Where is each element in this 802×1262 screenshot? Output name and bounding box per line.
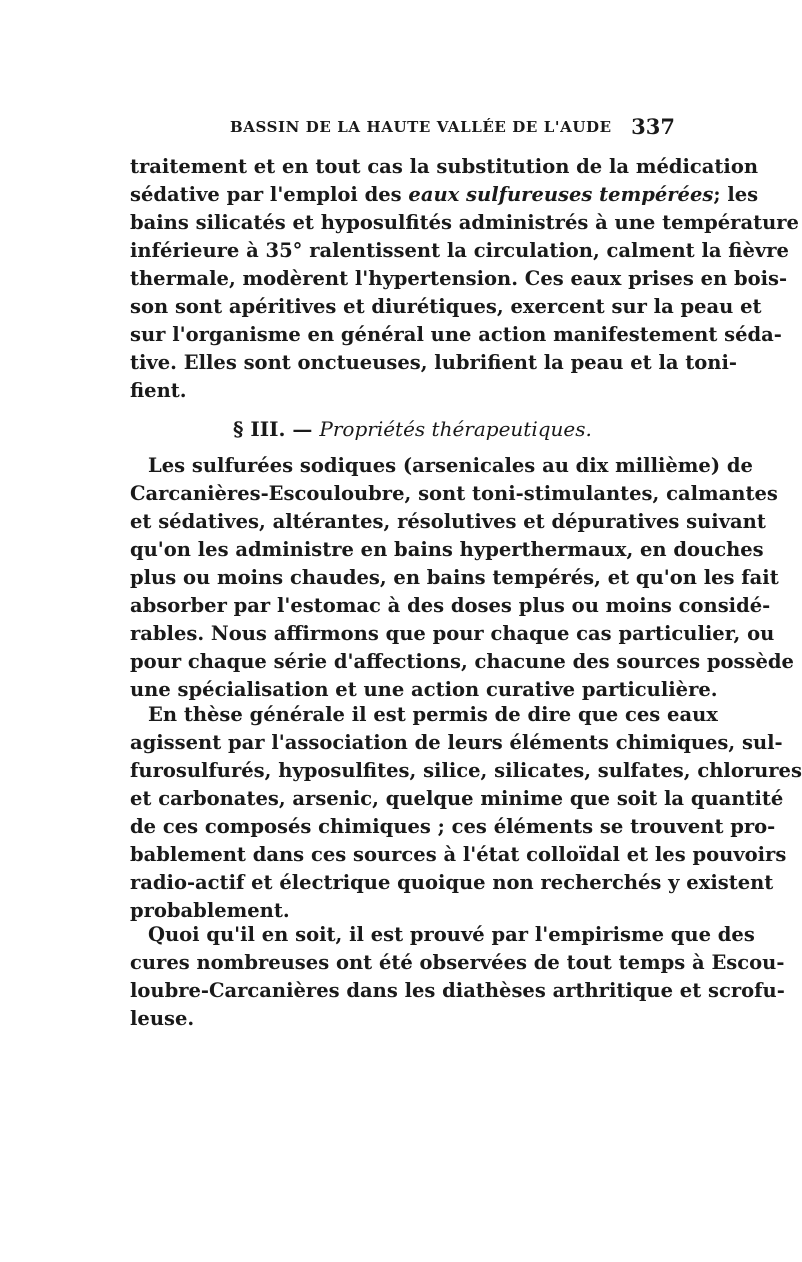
text-line: plus ou moins chaudes, en bains tempérés, et qu'on les fait [130, 566, 779, 589]
text-line: En thèse générale il est permis de dire que ces eaux [148, 703, 718, 726]
text-line: pour chaque série d'affections, chacune des sources possède [130, 650, 794, 673]
text-line: thermale, modèrent l'hypertension. Ces eaux prises en bois- [130, 267, 788, 290]
text-line: sur l'organisme en général une action manifestement séda- [130, 323, 782, 346]
text-line-end: ; les [713, 183, 759, 206]
text-line: bablement dans ces sources à l'état colloïdal et les pouvoirs [130, 843, 787, 866]
text-line: bains silicatés et hyposulfités administrés à une température [130, 211, 799, 234]
text-line: traitement et en tout cas la substitution de la médication [130, 155, 759, 178]
text-line: cures nombreuses ont été observées de tout temps à Escou- [130, 951, 785, 974]
text-line: probablement. [130, 899, 290, 922]
text-line: absorber par l'estomac à des doses plus ou moins considé- [130, 594, 771, 617]
text-line: Carcanières-Escouloubre, sont toni-stimulantes, calmantes [130, 482, 778, 505]
section-number: § III. — [233, 417, 313, 441]
paragraph-general-thesis [130, 701, 802, 925]
text-line: leuse. [130, 1007, 195, 1030]
text-line: rables. Nous affirmons que pour chaque cas particulier, ou [130, 622, 775, 645]
text-line: et sédatives, altérantes, résolutives et dépuratives suivant [130, 510, 766, 533]
section-title: Propriétés thérapeutiques. [319, 417, 592, 441]
text-line: fient. [130, 379, 187, 402]
section-heading [233, 417, 592, 441]
text-line: et carbonates, arsenic, quelque minime que soit la quantité [130, 787, 784, 810]
page-header [130, 116, 675, 142]
text-line: loubre-Carcanières dans les diathèses arthritique et scrofu- [130, 979, 785, 1002]
text-line: Les sulfurées sodiques (arsenicales au dix millième) de [148, 454, 753, 477]
emphasis-text: eaux sulfureuses tempérées [408, 183, 714, 206]
text-line [130, 181, 759, 209]
text-line: agissent par l'association de leurs éléments chimiques, sul- [130, 731, 783, 754]
text-line-start: sédative par l'emploi des [130, 183, 409, 206]
running-title: BASSIN DE LA HAUTE VALLÉE DE L'AUDE [230, 118, 612, 136]
text-line: de ces composés chimiques ; ces éléments se trouvent pro- [130, 815, 776, 838]
text-line: radio-actif et électrique quoique non recherchés y existent [130, 871, 774, 894]
paragraph-properties [130, 452, 794, 704]
page-number: 337 [631, 114, 675, 139]
text-line: qu'on les administre en bains hyperthermaux, en douches [130, 538, 764, 561]
text-line: Quoi qu'il en soit, il est prouvé par l'empirisme que des [148, 923, 755, 946]
text-line: tive. Elles sont onctueuses, lubrifient la peau et la toni- [130, 351, 737, 374]
text-line: furosulfurés, hyposulfites, silice, silicates, sulfates, chlorures [130, 759, 802, 782]
paragraph-treatment [130, 153, 799, 405]
text-line: son sont apéritives et diurétiques, exercent sur la peau et [130, 295, 762, 318]
text-line: une spécialisation et une action curative particulière. [130, 678, 718, 701]
paragraph-conclusion [130, 921, 785, 1033]
text-line: inférieure à 35° ralentissent la circulation, calment la fièvre [130, 239, 789, 262]
